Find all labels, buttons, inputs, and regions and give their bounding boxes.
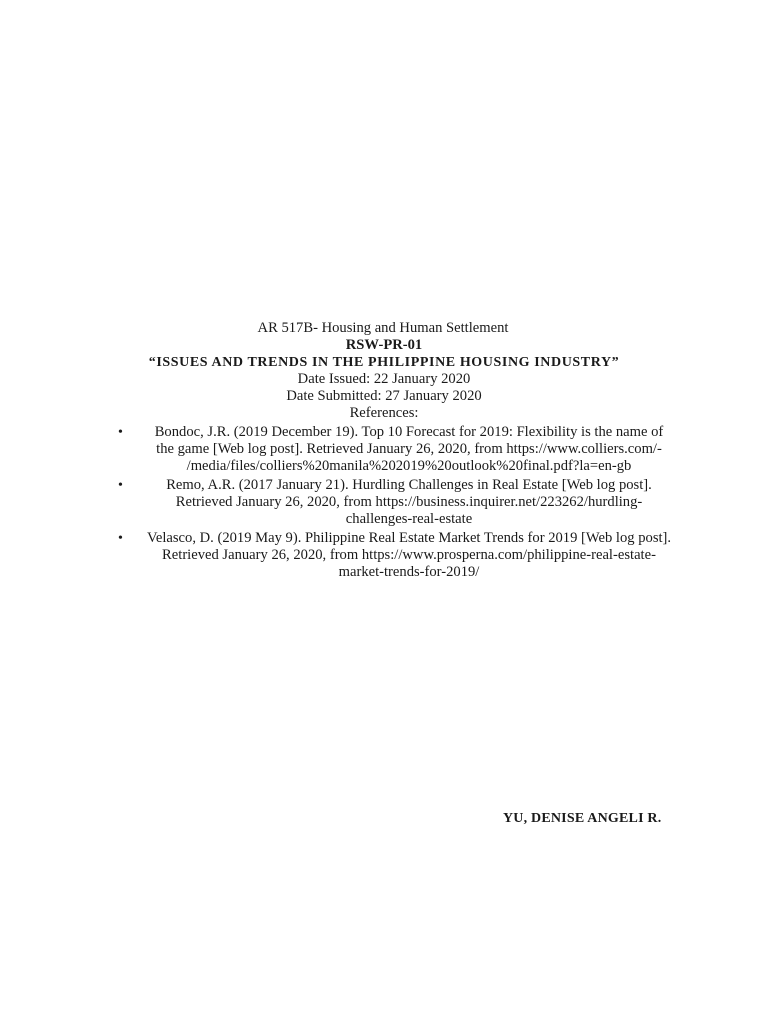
reference-text: Bondoc, J.R. (2019 December 19). Top 10 Forecast for 2019: Flexibility is the name of the game [Web log post]. Retrieved January 26, 2020, from https://www.colliers.com/- /media/files/colliers%20manila%202019%20outlook%20final.pdf?la=en-gb (154, 424, 664, 474)
bullet-icon: • (118, 425, 123, 440)
author-name: YU, DENISE ANGELI R. (503, 811, 662, 826)
reference-item (118, 424, 678, 475)
bullet-icon: • (118, 478, 123, 493)
document-title: “ISSUES AND TRENDS IN THE PHILIPPINE HOUSING INDUSTRY” (148, 355, 620, 370)
references-heading: References: (349, 405, 419, 421)
reference-text: Remo, A.R. (2017 January 21). Hurdling Challenges in Real Estate [Web log post]. Retrieved January 26, 2020, from https://business.inquirer.net/223262/hurdling-challenges-real-estate (166, 477, 652, 527)
reference-text: Velasco, D. (2019 May 9). Philippine Real Estate Market Trends for 2019 [Web log post]. Retrieved January 26, 2020, from https://www.prosperna.com/philippine-real-estate-market-trends-for-2019/ (146, 530, 672, 580)
course-title: AR 517B- Housing and Human Settlement (257, 320, 509, 336)
document-header (0, 320, 768, 422)
bullet-icon: • (118, 531, 123, 546)
date-submitted: Date Submitted: 27 January 2020 (286, 388, 482, 404)
reference-item (118, 477, 678, 528)
document-code: RSW-PR-01 (345, 337, 423, 353)
date-issued: Date Issued: 22 January 2020 (297, 371, 471, 387)
reference-item (118, 530, 678, 581)
references-list (118, 424, 678, 583)
